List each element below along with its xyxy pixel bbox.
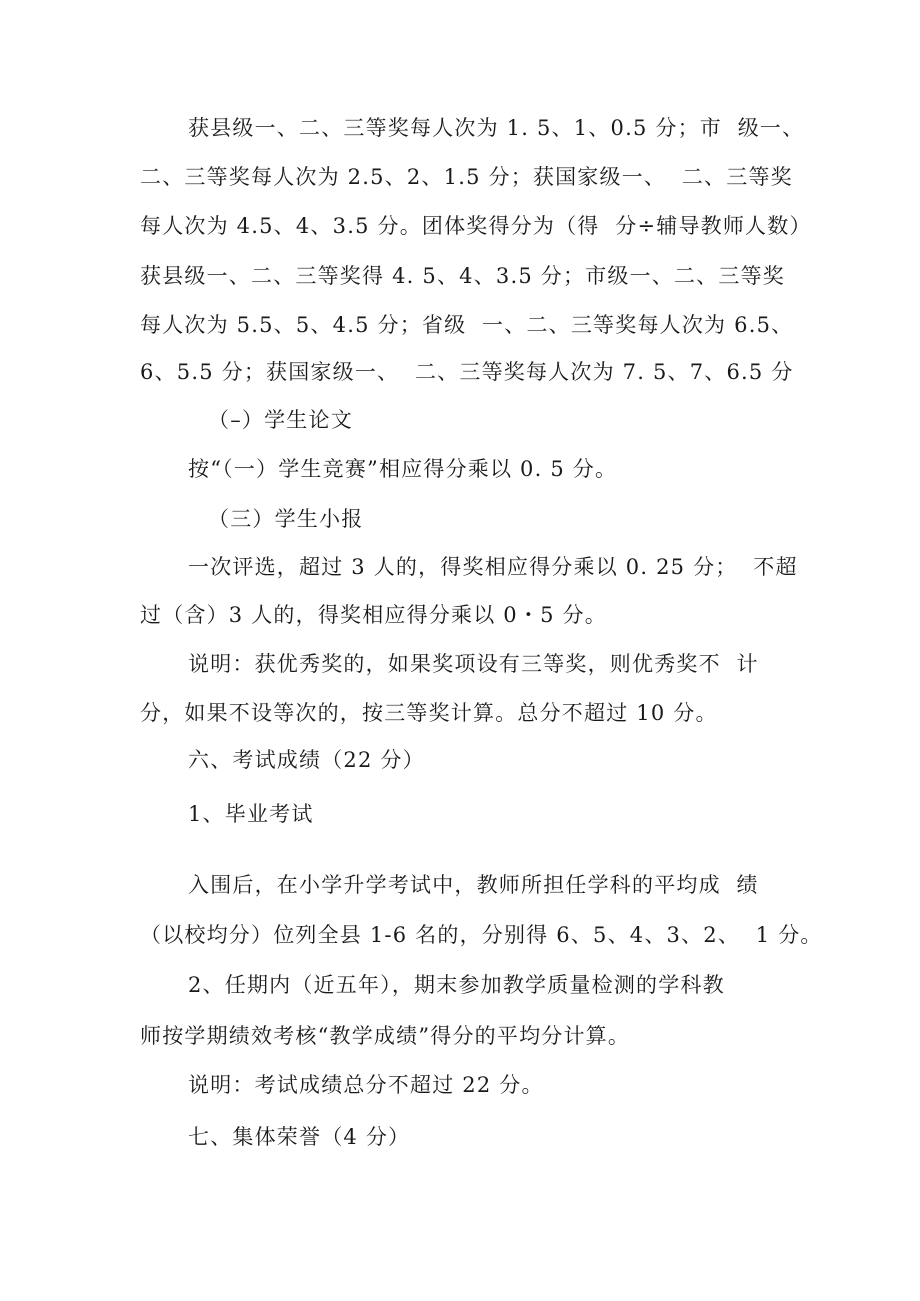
- text-line: 获县级一、二、三等奖得 4. 5、4、3.5 分；市级一、二、三等奖: [140, 264, 785, 288]
- text-line: 获县级一、二、三等奖每人次为 1. 5、1、0.5 分；市 级一、: [188, 116, 805, 140]
- text-line: 每人次为 5.5、5、4.5 分；省级 一、二、三等奖每人次为 6.5、: [140, 313, 794, 337]
- section-heading: 1、毕业考试: [188, 802, 314, 826]
- text-line: 说明：获优秀奖的，如果奖项设有三等奖，则优秀奖不 计: [188, 652, 759, 676]
- text-line: 6、5.5 分；获国家级一、 二、三等奖每人次为 7. 5、7、6.5 分: [140, 360, 794, 384]
- section-heading: （–）学生论文: [208, 408, 353, 432]
- text-line: 入围后，在小学升学考试中，教师所担任学科的平均成 绩: [188, 873, 759, 897]
- section-heading: 六、考试成绩（22 分）: [188, 748, 425, 772]
- section-heading: （三）学生小报: [208, 507, 364, 531]
- text-line: 过（含）3 人的，得奖相应得分乘以 0・5 分。: [140, 603, 607, 627]
- text-line: 按“（一）学生竞赛”相应得分乘以 0. 5 分。: [188, 457, 618, 481]
- text-line: 分，如果不设等次的，按三等奖计算。总分不超过 10 分。: [140, 701, 718, 725]
- text-line: 2、任期内（近五年），期末参加教学质量检测的学科教: [188, 973, 725, 997]
- text-line: 师按学期绩效考核“教学成绩”得分的平均分计算。: [140, 1024, 631, 1048]
- text-line: 说明：考试成绩总分不超过 22 分。: [188, 1073, 544, 1097]
- text-line: 一次评选，超过 3 人的，得奖相应得分乘以 0. 25 分； 不超: [188, 555, 798, 579]
- section-heading: 七、集体荣誉（4 分）: [188, 1125, 411, 1149]
- text-line: （以校均分）位列全县 1-6 名的，分别得 6、5、4、3、2、 1 分。: [140, 923, 823, 947]
- text-line: 二、三等奖每人次为 2.5、2、1.5 分；获国家级一、 二、三等奖: [140, 165, 793, 189]
- text-line: 每人次为 4.5、4、3.5 分。团体奖得分为（得 分÷辅导教师人数）: [140, 214, 812, 238]
